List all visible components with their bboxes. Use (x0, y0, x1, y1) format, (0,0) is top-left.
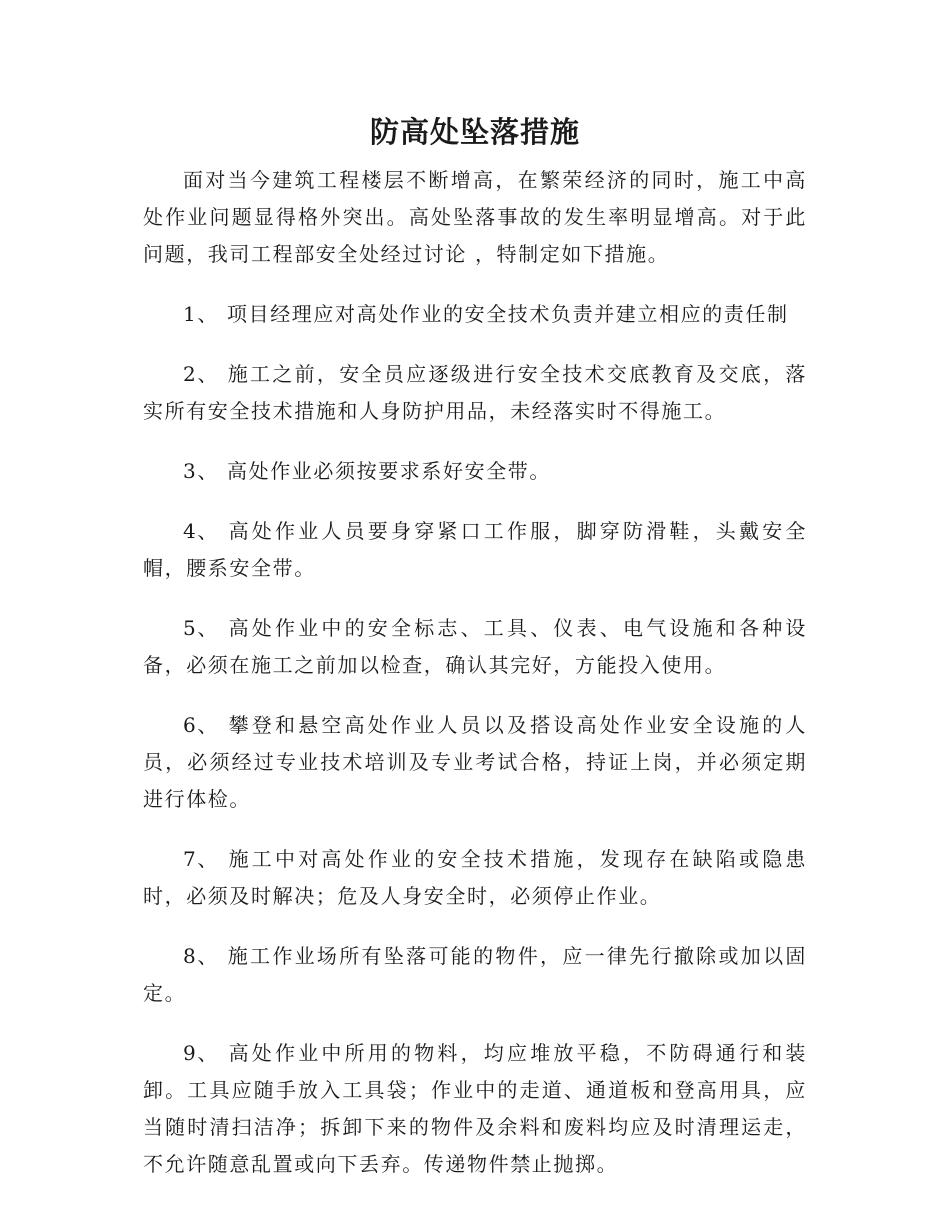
measure-item-7 (143, 841, 807, 915)
measure-item-9 (143, 1035, 807, 1183)
item-number: 7、 (183, 847, 219, 871)
item-number: 4、 (183, 519, 219, 543)
measure-item-8 (143, 938, 807, 1012)
document-title: 防高处坠落措施 (369, 115, 580, 149)
item-text: 高处作业必须按要求系好安全带。 (227, 459, 551, 483)
measure-item-5 (143, 610, 807, 684)
measure-item-6 (143, 707, 807, 818)
item-text: 施工中对高处作业的安全技术措施，发现存在缺陷或隐患时，必须及时解决；危及人身安全时，必须停止作业。 (143, 847, 807, 908)
item-number: 6、 (183, 713, 219, 737)
item-number: 3、 (183, 459, 219, 483)
intro-paragraph: 面对当今建筑工程楼层不断增高，在繁荣经济的同时，施工中高处作业问题显得格外突出。高处坠落事故的发生率明显增高。对于此问题，我司工程部安全处经过讨论 ，特制定如下措施。 (143, 168, 807, 266)
item-number: 9、 (183, 1041, 219, 1065)
item-text: 高处作业中的安全标志、工具、仪表、电气设施和各种设备，必须在施工之前加以检查，确认其完好，方能投入使用。 (143, 616, 807, 677)
item-number: 2、 (183, 362, 219, 386)
measure-item-2 (143, 356, 807, 430)
measure-item-4 (143, 513, 807, 587)
item-text: 施工作业场所有坠落可能的物件，应一律先行撤除或加以固定。 (143, 944, 807, 1005)
item-text: 项目经理应对高处作业的安全技术负责并建立相应的责任制 (227, 302, 789, 326)
item-text: 高处作业人员要身穿紧口工作服，脚穿防滑鞋，头戴安全帽，腰系安全带。 (143, 519, 807, 580)
measure-item-1 (143, 296, 807, 333)
item-text: 攀登和悬空高处作业人员以及搭设高处作业安全设施的人员，必须经过专业技术培训及专业考试合格，持证上岗，并必须定期进行体检。 (143, 713, 807, 811)
item-text: 高处作业中所用的物料，均应堆放平稳，不防碍通行和装卸。工具应随手放入工具袋；作业中的走道、通道板和登高用具，应当随时清扫洁净；拆卸下来的物件及余料和废料均应及时清理运走，不允许随意乱置或向下丢弃。传递物件禁止抛掷。 (143, 1041, 807, 1176)
item-number: 5、 (183, 616, 219, 640)
item-number: 8、 (183, 944, 219, 968)
item-number: 1、 (183, 302, 219, 326)
document-body (143, 162, 807, 1206)
item-text: 施工之前，安全员应逐级进行安全技术交底教育及交底，落实所有安全技术措施和人身防护用品，未经落实时不得施工。 (143, 362, 807, 423)
measure-item-3 (143, 453, 807, 490)
